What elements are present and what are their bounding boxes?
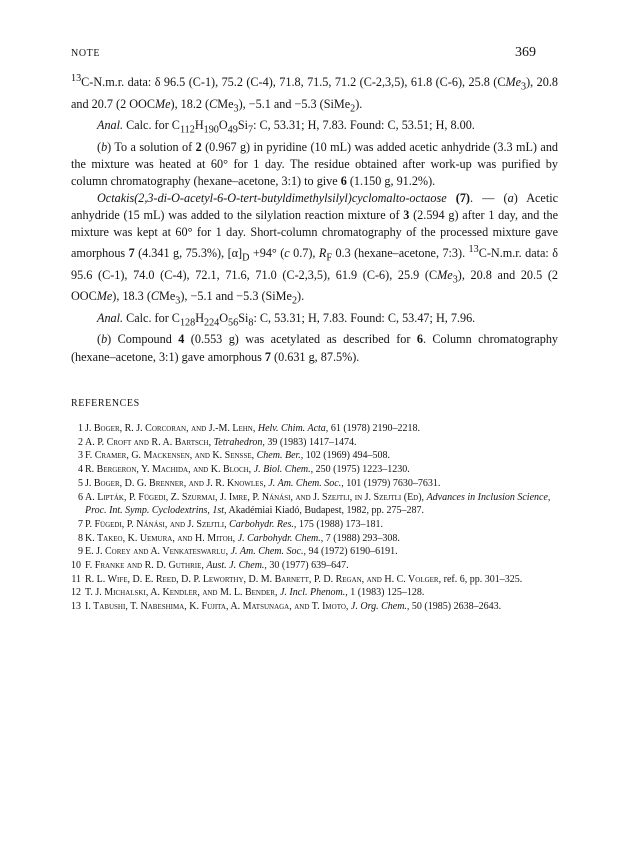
reference-number: 4 <box>78 464 83 476</box>
reference-authors: E. J. Corey and A. Venkateswarlu, <box>85 546 229 558</box>
reference-citation: 7 (1988) 293–308. <box>323 532 400 544</box>
reference-number: 12 <box>71 587 81 599</box>
reference-number: 11 <box>71 573 81 585</box>
reference-authors: A. P. Croft and R. A. Bartsch, <box>85 436 212 448</box>
reference-list <box>71 422 558 614</box>
reference-journal: Aust. J. Chem., <box>206 560 267 572</box>
reference-item <box>71 422 558 436</box>
reference-citation: Akadémiai Kiadó, Budapest, 1982, pp. 275–287. <box>226 505 425 517</box>
reference-number: 13 <box>71 601 81 613</box>
reference-citation: 175 (1988) 173–181. <box>296 518 384 530</box>
procedure-b-paragraph-7: (b) Compound 4 (0.553 g) was acetylated as described for 6. Column chromatography (hexane–acetone, 3:1) gave amorphous 7 (0.631 g, 87.5%). <box>71 332 559 364</box>
reference-journal: J. Carbohydr. Chem., <box>237 532 324 544</box>
reference-citation: 30 (1977) 639–647. <box>266 560 349 572</box>
reference-number: 2 <box>78 436 83 448</box>
reference-journal: J. Incl. Phenom., <box>279 587 348 599</box>
reference-item <box>71 491 558 518</box>
reference-item <box>71 518 558 532</box>
reference-item <box>71 532 558 546</box>
reference-number: 3 <box>78 450 83 462</box>
running-header-section: NOTE <box>71 48 101 59</box>
reference-citation: 50 (1985) 2638–2643. <box>409 601 502 613</box>
reference-journal: J. Am. Chem. Soc., <box>268 477 344 489</box>
article-body <box>71 70 558 366</box>
reference-journal: Helv. Chim. Acta, <box>257 423 329 434</box>
reference-authors: J. Boger, R. J. Corcoran, and J.-M. Lehn, <box>85 423 256 434</box>
reference-journal: J. Org. Chem., <box>350 601 410 613</box>
reference-item <box>71 436 558 450</box>
reference-citation: 94 (1972) 6190–6191. <box>305 546 398 558</box>
reference-journal: Tetrahedron, <box>213 436 265 448</box>
reference-authors: P. Fügedi, P. Nánási, and J. Szejtli, <box>85 518 227 530</box>
reference-item <box>71 477 558 491</box>
reference-item <box>71 573 558 587</box>
compound-7-title: Octakis(2,3-di-O-acetyl-6-O-tert-butyldimethylsilyl)cyclomalto-octaose <box>97 190 447 205</box>
analysis-paragraph-6: Anal. Calc. for $C_{112}H_{190}O_{49}Si_7$: C, 53.31; H, 7.83. Found: C, 53.51; H, 8.00. <box>97 118 475 136</box>
reference-item <box>71 463 558 477</box>
reference-journal: J. Am. Chem. Soc., <box>230 546 306 558</box>
nmr-data-paragraph-6: $^{13}$C-N.m.r. data: δ 96.5 (C-1), 75.2 (C-4), 71.8, 71.5, 71.2 (C-2,3,5), 61.8 (C-6), 25.8 (CMe$_3$), 20.8 and 20.7 (2 OOCMe), 18.2 (CMe$_3$), −5.1 and −5.3 (SiMe$_2$). <box>71 73 559 115</box>
reference-journal: J. Biol. Chem., <box>253 464 314 476</box>
reference-journal: Advances in Inclusion Science, Proc. Int. Symp. Cyclodextrins, 1st, <box>85 491 551 517</box>
reference-authors: T. J. Michalski, A. Kendler, and M. L. Bender, <box>85 587 278 599</box>
reference-authors: A. Lipták, P. Fügedi, Z. Szurmai, J. Imre, P. Nánási, and J. Szejtli, in J. Szejtli (Ed), <box>85 491 425 503</box>
reference-number: 7 <box>78 518 83 530</box>
reference-authors: K. Takeo, K. Uemura, and H. Mitoh, <box>85 532 236 544</box>
reference-citation: ref. 6, pp. 301–325. <box>443 573 523 585</box>
reference-authors: F. Cramer, G. Mackensen, and K. Sensse, <box>85 450 255 462</box>
reference-citation: 39 (1983) 1417–1474. <box>264 436 357 448</box>
reference-number: 8 <box>78 532 83 544</box>
references-heading: REFERENCES <box>71 398 140 409</box>
reference-item <box>71 559 558 573</box>
reference-citation: 250 (1975) 1223–1230. <box>313 464 410 476</box>
reference-number: 1 <box>78 423 83 434</box>
reference-citation: 101 (1979) 7630–7631. <box>343 477 441 489</box>
reference-citation: 102 (1969) 494–508. <box>303 450 390 462</box>
compound-7-paragraph: Octakis(2,3-di-O-acetyl-6-O-tert-butyldimethylsilyl)cyclomalto-octaose (7). — (a) Acetic anhydride (15 mL) was added to the silylation reaction mixture of 3 (2.594 g) after 1 day, and the mixture was kept at 60° for 1 day. Short-column chromatography of the processed mixture gave amorphous 7 (4.341 g, 75.3%), $[\alpha]_D +94^\circ$ (c 0.7), $R_F$ 0.3 (hexane–acetone, 7:3). $^{13}$C-N.m.r. data: δ 95.6 (C-1), 74.0 (C-4), 72.1, 71.6, 71.0 (C-2,3,5), 61.9 (C-6), 25.9 (CMe$_3$), 20.8 and 20.5 (2 OOCMe), 18.3 (CMe$_3$), −5.1 and −5.3 (SiMe$_2$). <box>71 190 559 307</box>
reference-item <box>71 545 558 559</box>
reference-authors: F. Franke and R. D. Guthrie, <box>85 560 204 572</box>
reference-item <box>71 600 558 614</box>
reference-citation: 1 (1983) 125–128. <box>347 587 425 599</box>
reference-citation: 61 (1978) 2190–2218. <box>328 423 420 434</box>
reference-number: 5 <box>78 477 83 489</box>
reference-authors: R. L. Wife, D. E. Reed, D. P. Leworthy, D. M. Barnett, P. D. Regan, and H. C. Volger, <box>85 573 442 585</box>
analysis-paragraph-7: Anal. Calc. for $C_{128}H_{224}O_{56}Si_8$: C, 53.31; H, 7.83. Found: C, 53.47; H, 7.96. <box>97 310 476 329</box>
page-number: 369 <box>515 45 536 60</box>
reference-authors: J. Boger, D. G. Brenner, and J. R. Knowles, <box>85 477 266 489</box>
reference-authors: R. Bergeron, Y. Machida, and K. Bloch, <box>85 464 252 476</box>
reference-number: 9 <box>78 546 83 558</box>
reference-journal: Chem. Ber., <box>256 450 304 462</box>
procedure-b-paragraph-6: (b) To a solution of 2 (0.967 g) in pyridine (10 mL) was added acetic anhydride (3.3 mL) and the mixture was heated at 60° for 1 day. The residue obtained after work-up was purified by column chromatography (hexane–acetone, 3:1) to give 6 (1.150 g, 91.2%). <box>71 139 559 188</box>
reference-number: 6 <box>78 491 83 503</box>
reference-item <box>71 449 558 463</box>
reference-number: 10 <box>71 560 81 572</box>
reference-journal: Carbohydr. Res., <box>229 518 297 530</box>
reference-item <box>71 586 558 600</box>
reference-authors: I. Tabushi, T. Nabeshima, K. Fujita, A. Matsunaga, and T. Imoto, <box>85 601 349 613</box>
